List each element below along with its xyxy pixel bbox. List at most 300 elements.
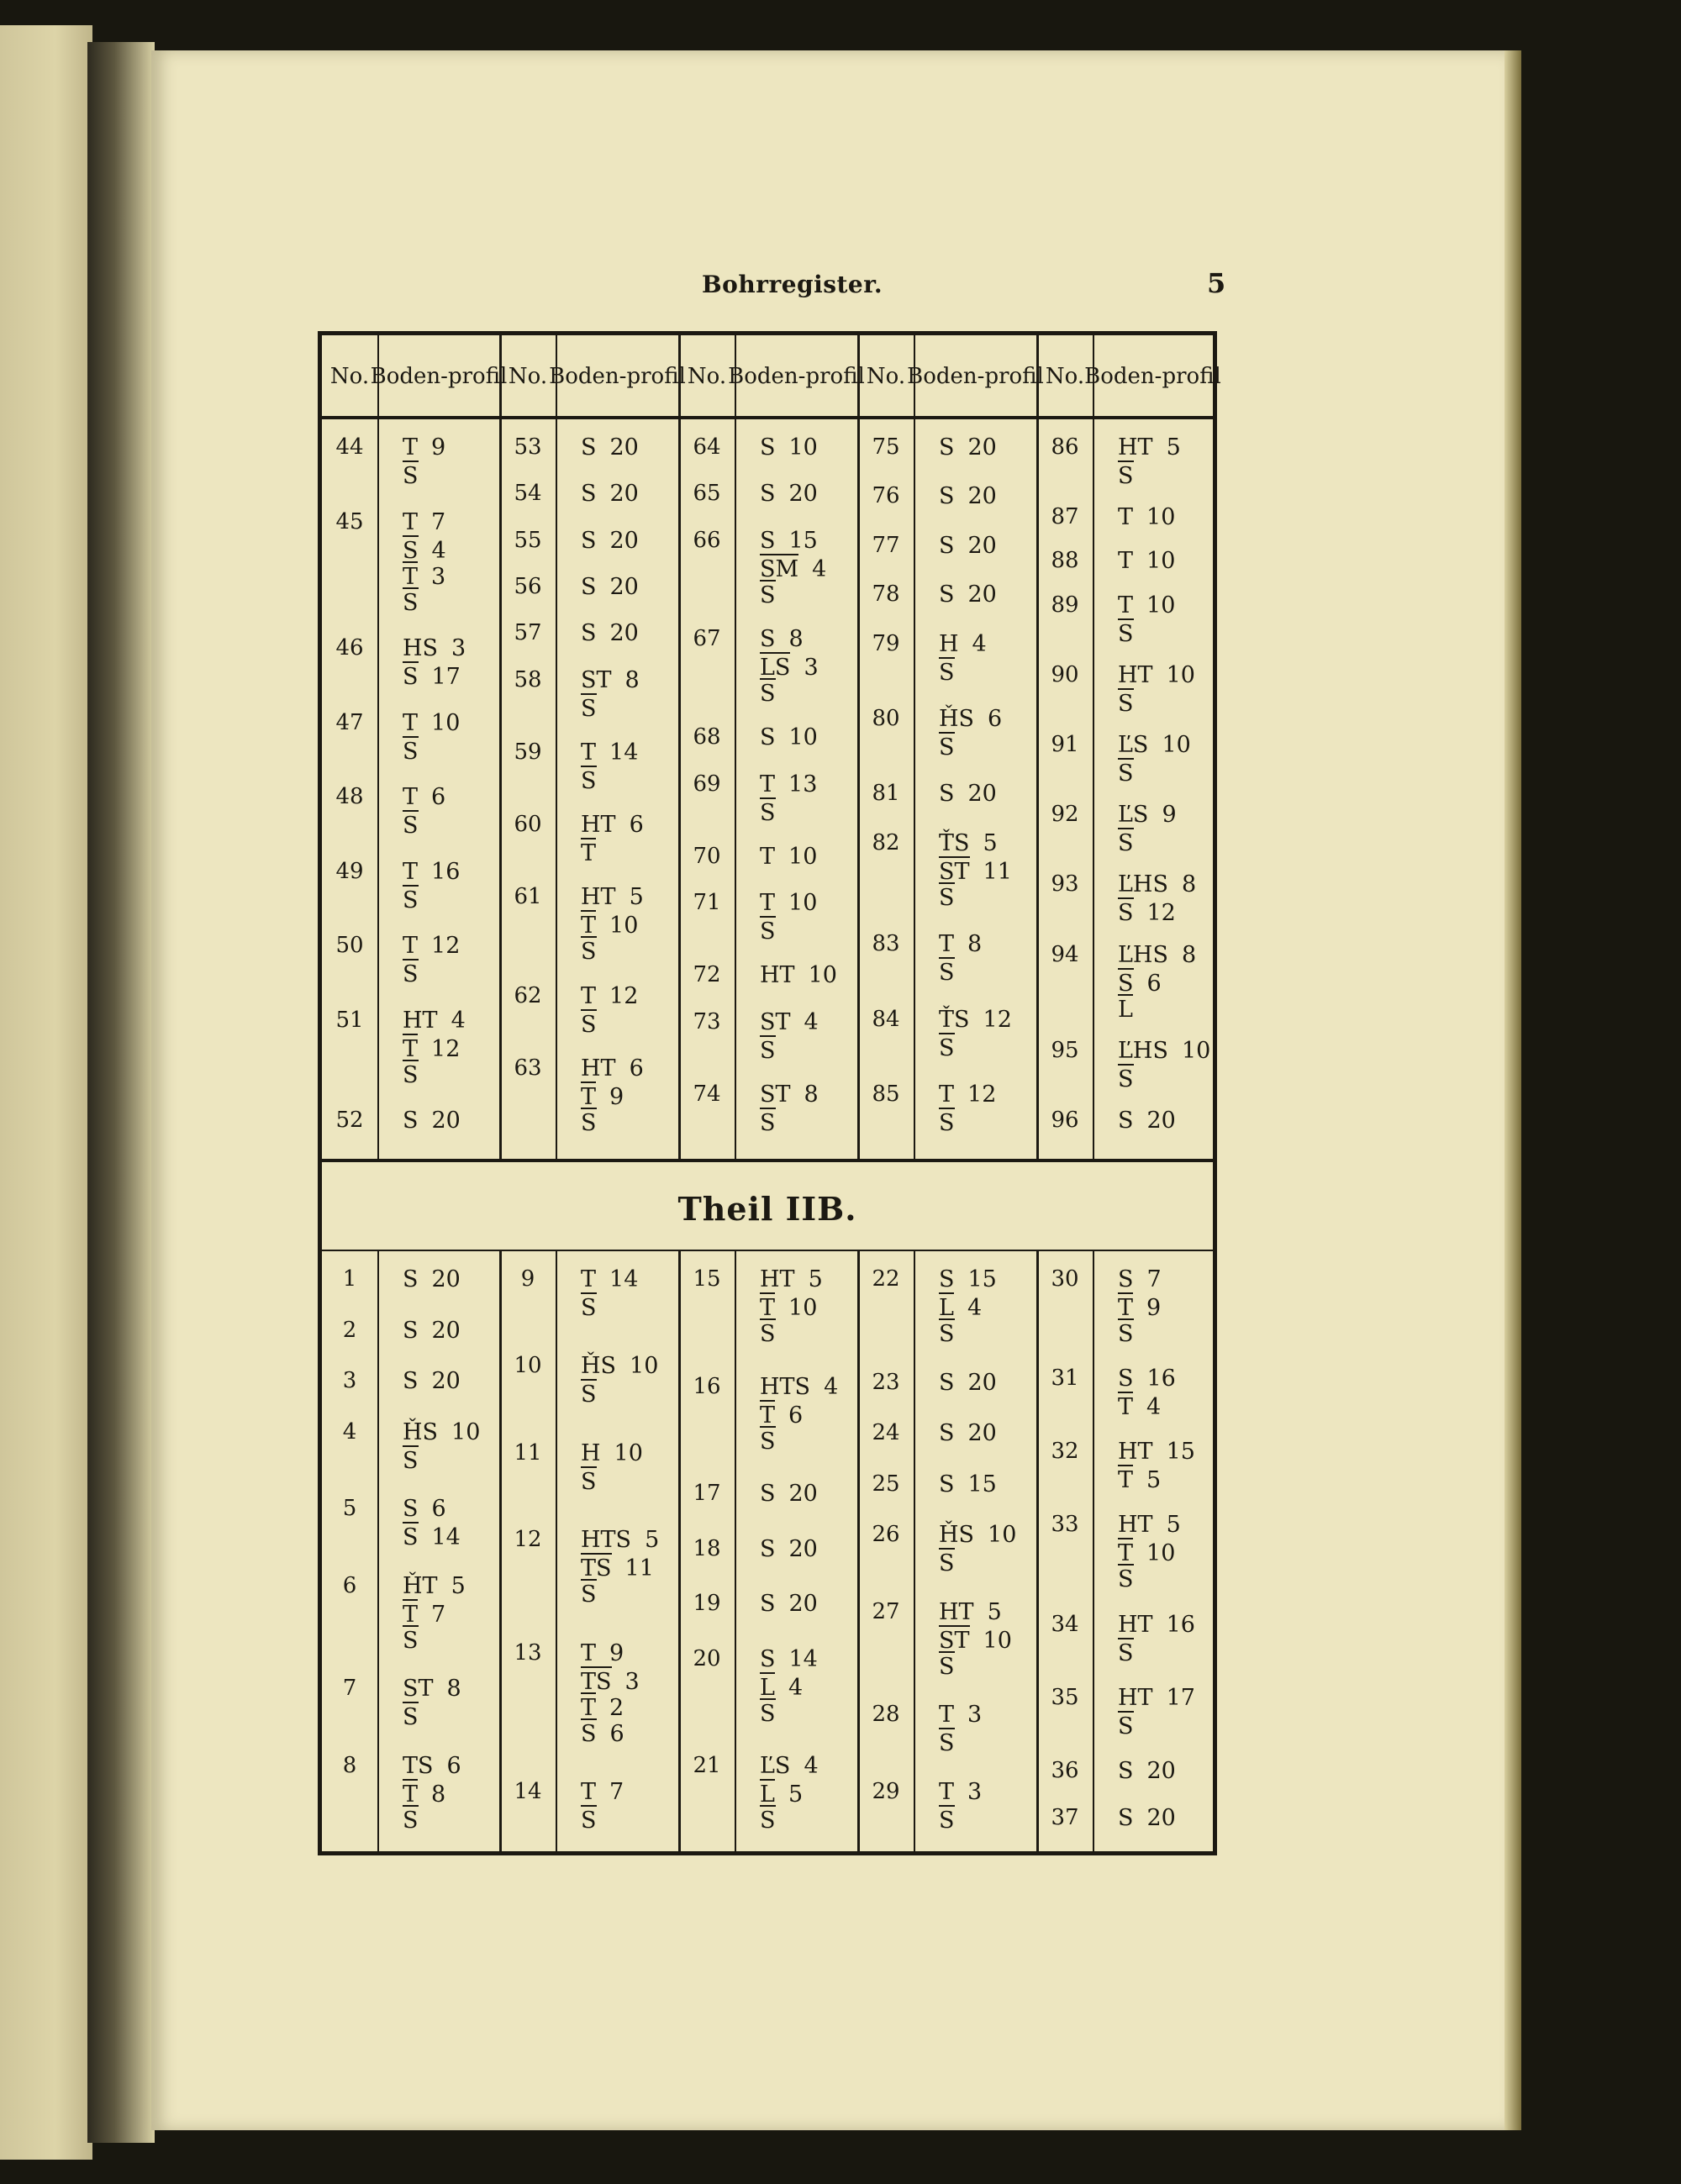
layer-depth: 6 <box>629 1055 644 1081</box>
profile-layer <box>1118 1538 1175 1566</box>
layer-depth: 14 <box>788 1645 818 1672</box>
soil-symbol: ĽS <box>760 1753 791 1779</box>
profile-layer <box>760 1108 776 1136</box>
soil-symbol: T <box>1118 1292 1133 1321</box>
soil-symbol: S <box>760 1318 776 1347</box>
profile-layer <box>939 706 1002 732</box>
boring-number: 3 <box>342 1368 357 1394</box>
profile-layer <box>760 1646 818 1672</box>
soil-symbol: T <box>760 771 776 797</box>
profile-layer <box>1118 1038 1210 1064</box>
profile-layer <box>403 736 419 765</box>
profile-layer <box>939 657 955 686</box>
profile-layer <box>403 1496 446 1522</box>
soil-symbol: S <box>1118 1318 1134 1347</box>
column-divider <box>499 335 502 1851</box>
soil-symbol: S <box>581 1466 597 1495</box>
boring-number: 10 <box>514 1353 542 1379</box>
header-profil-line: profil <box>447 364 508 389</box>
profile-layer <box>760 1672 803 1701</box>
profile-layer <box>760 481 818 507</box>
boring-number: 46 <box>335 635 364 660</box>
layer-depth: 5 <box>788 1781 804 1808</box>
layer-depth: 17 <box>1166 1684 1195 1711</box>
soil-symbol: S <box>1118 688 1134 717</box>
header-no: No. <box>1045 364 1085 389</box>
layer-depth: 10 <box>431 709 461 736</box>
boring-number: 18 <box>693 1535 721 1561</box>
layer-depth: 10 <box>1146 592 1176 618</box>
layer-depth: 4 <box>1146 1394 1162 1421</box>
profile-layer <box>403 635 466 661</box>
soil-symbol: S <box>939 1805 955 1834</box>
profile-layer <box>581 1666 640 1695</box>
soil-symbol: S <box>760 916 776 945</box>
layer-depth: 14 <box>609 1266 639 1292</box>
soil-symbol: S <box>760 434 776 460</box>
soil-symbol: S <box>939 732 955 760</box>
profile-layer <box>939 1471 997 1497</box>
boring-number: 70 <box>693 843 721 869</box>
profile-layer <box>581 434 639 460</box>
profile-layer <box>760 1779 803 1808</box>
header-profil-line: Boden- <box>370 364 448 389</box>
soil-symbol: H <box>581 1439 601 1466</box>
soil-symbol: S <box>939 483 955 510</box>
profile-layer <box>760 1035 776 1064</box>
profile-layer <box>939 1805 955 1834</box>
profile-layer <box>939 856 1012 885</box>
boring-number: 87 <box>1051 504 1079 530</box>
boring-number: 37 <box>1051 1805 1079 1830</box>
no-column-divider <box>377 1260 379 1851</box>
profile-layer <box>760 1591 818 1617</box>
profile-layer <box>939 931 982 957</box>
boring-number: 17 <box>693 1481 721 1506</box>
soil-symbol: HS <box>403 635 439 661</box>
soil-symbol: S <box>760 481 776 508</box>
layer-depth: 11 <box>983 858 1012 885</box>
layer-depth: 5 <box>451 1572 466 1599</box>
layer-depth: 10 <box>1146 548 1176 575</box>
layer-depth: 20 <box>967 1369 997 1396</box>
soil-symbol: HT <box>1118 1439 1153 1466</box>
boring-number: 86 <box>1051 434 1079 460</box>
soil-symbol: HT <box>581 884 616 911</box>
soil-symbol: T <box>1118 548 1134 575</box>
soil-symbol: ST <box>760 1008 791 1035</box>
boring-number: 96 <box>1051 1108 1079 1133</box>
profile-layer <box>760 1318 776 1347</box>
layer-depth: 6 <box>609 1720 624 1747</box>
soil-symbol: S <box>760 1481 776 1507</box>
layer-depth: 3 <box>967 1779 983 1805</box>
profile-layer <box>760 1374 838 1400</box>
profile-layer <box>760 528 818 554</box>
layer-depth: 10 <box>788 724 818 751</box>
boring-number: 32 <box>1051 1439 1079 1465</box>
layer-depth: 10 <box>630 1353 659 1380</box>
profile-layer <box>939 1033 955 1061</box>
soil-symbol: S <box>403 1108 419 1134</box>
layer-depth: 10 <box>788 843 818 870</box>
layer-depth: 5 <box>645 1527 660 1554</box>
boring-number: 48 <box>335 784 364 809</box>
profile-layer <box>403 1702 419 1730</box>
profile-layer <box>1118 968 1162 997</box>
profile-layer <box>1118 618 1134 647</box>
soil-symbol: S <box>760 1426 776 1455</box>
boring-number: 23 <box>872 1369 900 1395</box>
soil-symbol: TS <box>403 1753 434 1779</box>
boring-number: 33 <box>1051 1512 1079 1538</box>
profile-layer <box>939 483 997 509</box>
profile-layer <box>760 797 776 826</box>
layer-depth: 6 <box>629 812 644 839</box>
soil-symbol: S <box>760 625 776 652</box>
soil-symbol: ST <box>403 1676 434 1702</box>
profile-layer <box>1118 732 1191 758</box>
profile-layer <box>1118 1318 1134 1347</box>
header-profil-line: Boden- <box>549 364 627 389</box>
profile-layer <box>939 1266 997 1292</box>
profile-layer <box>939 781 997 807</box>
layer-depth: 20 <box>967 434 997 460</box>
soil-symbol: ST <box>939 1625 970 1654</box>
soil-symbol: S <box>939 1033 955 1061</box>
soil-symbol: T <box>403 1599 418 1628</box>
profile-layer <box>403 509 445 535</box>
soil-symbol: HT <box>939 1598 974 1625</box>
layer-depth: 6 <box>431 1496 446 1523</box>
profile-layer <box>939 732 955 760</box>
layer-depth: 9 <box>609 1639 624 1666</box>
soil-symbol: S <box>403 1060 419 1088</box>
boring-number: 31 <box>1051 1366 1079 1392</box>
profile-layer <box>581 1266 638 1292</box>
layer-depth: 5 <box>808 1266 823 1292</box>
boring-number: 90 <box>1051 661 1079 687</box>
soil-symbol: T <box>403 1034 418 1062</box>
boring-number: 76 <box>872 483 900 509</box>
profile-layer <box>939 1318 955 1347</box>
profile-layer <box>1118 1711 1134 1739</box>
profile-layer <box>1118 1512 1181 1538</box>
layer-depth: 2 <box>609 1694 624 1721</box>
layer-depth: 10 <box>1146 1540 1176 1567</box>
profile-layer <box>1118 504 1175 530</box>
profile-layer <box>1118 662 1195 688</box>
layer-depth: 10 <box>1166 661 1195 688</box>
boring-number: 52 <box>335 1108 364 1133</box>
soil-symbol: S <box>760 797 776 826</box>
layer-depth: 20 <box>788 481 818 508</box>
profile-layer <box>939 533 997 559</box>
layer-depth: 20 <box>967 1420 997 1447</box>
layer-depth: 8 <box>431 1781 446 1808</box>
layer-depth: 4 <box>824 1373 839 1400</box>
soil-symbol: S <box>403 810 419 839</box>
soil-symbol: S <box>939 1651 955 1680</box>
boring-number: 12 <box>514 1527 542 1553</box>
soil-symbol: S <box>403 1625 419 1654</box>
profile-layer <box>939 1370 997 1396</box>
boring-number: 35 <box>1051 1684 1079 1710</box>
boring-number: 75 <box>872 434 900 460</box>
soil-symbol: S <box>581 1379 597 1408</box>
soil-symbol: T <box>581 1779 597 1805</box>
soil-symbol: S <box>1118 1805 1134 1831</box>
layer-depth: 20 <box>788 1535 818 1562</box>
profile-layer <box>581 1379 597 1408</box>
boring-number: 56 <box>514 573 542 599</box>
soil-symbol: S <box>403 535 419 564</box>
soil-symbol: S <box>403 1522 419 1550</box>
layer-depth: 12 <box>431 1035 461 1062</box>
soil-symbol: S <box>760 1035 776 1064</box>
profile-layer <box>760 916 776 945</box>
layer-depth: 12 <box>1146 900 1176 927</box>
boring-number: 78 <box>872 582 900 608</box>
soil-symbol: S <box>1118 758 1134 787</box>
layer-depth: 6 <box>788 1402 804 1429</box>
profile-layer <box>581 1292 597 1321</box>
soil-symbol: S <box>1118 1638 1134 1666</box>
soil-symbol: S <box>581 1108 597 1136</box>
layer-depth: 20 <box>431 1266 461 1292</box>
layer-depth: 6 <box>446 1753 461 1779</box>
layer-depth: 20 <box>609 527 639 554</box>
profile-layer <box>939 1420 997 1446</box>
profile-layer <box>581 1081 624 1110</box>
soil-symbol: S <box>939 1318 955 1347</box>
soil-symbol: S <box>581 936 597 965</box>
profile-layer <box>403 1522 461 1550</box>
boring-number: 93 <box>1051 871 1079 897</box>
soil-symbol: S <box>939 582 955 608</box>
soil-symbol: T <box>581 1081 596 1110</box>
soil-symbol: S <box>1118 897 1134 926</box>
boring-number: 69 <box>693 771 721 797</box>
boring-number: 62 <box>514 982 542 1008</box>
soil-symbol: S <box>939 657 955 686</box>
soil-symbol: ST <box>760 1081 791 1108</box>
soil-symbol: S <box>939 1471 955 1497</box>
soil-symbol: S <box>581 693 597 722</box>
profile-layer <box>1118 828 1134 856</box>
profile-layer <box>581 884 644 910</box>
soil-symbol: ȞS <box>939 706 975 732</box>
layer-depth: 10 <box>808 962 837 989</box>
boring-number: 25 <box>872 1471 900 1497</box>
soil-symbol: S <box>403 1702 419 1730</box>
soil-symbol: S <box>939 882 955 911</box>
soil-symbol: S <box>939 1266 955 1292</box>
soil-symbol: S <box>403 1317 419 1344</box>
soil-symbol: S <box>760 724 776 751</box>
layer-depth: 10 <box>451 1418 481 1445</box>
soil-symbol: TS <box>581 1553 612 1581</box>
soil-symbol: ĽHS <box>1118 941 1168 968</box>
boring-number: 30 <box>1051 1266 1079 1292</box>
soil-symbol: S <box>403 460 419 489</box>
boring-number: 60 <box>514 812 542 838</box>
layer-depth: 15 <box>1166 1439 1195 1466</box>
boring-number: 34 <box>1051 1611 1079 1637</box>
profile-layer <box>403 561 445 590</box>
profile-layer <box>403 885 419 913</box>
soil-symbol: S <box>403 1445 419 1474</box>
profile-layer <box>403 535 446 564</box>
layer-depth: 8 <box>804 1081 819 1108</box>
boring-number: 81 <box>872 781 900 807</box>
soil-symbol: T <box>403 933 419 959</box>
soil-symbol: S <box>581 766 597 794</box>
layer-depth: 15 <box>967 1471 997 1497</box>
layer-depth: 12 <box>431 933 461 959</box>
soil-symbol: T <box>403 858 419 885</box>
soil-symbol: S <box>1118 1108 1134 1134</box>
profile-layer <box>403 959 419 987</box>
book-gutter <box>87 42 155 2143</box>
soil-symbol: S <box>760 1535 776 1562</box>
profile-layer <box>1118 1805 1176 1831</box>
boring-number: 55 <box>514 527 542 553</box>
soil-symbol: S <box>760 580 776 608</box>
soil-symbol: HTS <box>581 1527 632 1554</box>
layer-depth: 3 <box>451 635 466 661</box>
boring-number: 7 <box>342 1676 357 1702</box>
profile-layer <box>760 844 817 870</box>
profile-layer <box>939 1522 1016 1548</box>
soil-symbol: T <box>403 561 418 590</box>
profile-layer <box>403 587 419 616</box>
soil-symbol: ĽS <box>1118 802 1149 829</box>
profile-layer <box>760 1292 817 1321</box>
profile-layer <box>403 1625 419 1654</box>
profile-layer <box>1118 1564 1134 1592</box>
soil-symbol: T <box>939 931 955 958</box>
profile-layer <box>403 1753 461 1779</box>
soil-symbol: T <box>581 1692 596 1721</box>
soil-symbol: ĽHS <box>1118 871 1168 898</box>
layer-depth: 20 <box>431 1108 461 1134</box>
boring-number: 15 <box>693 1266 721 1292</box>
profile-layer <box>403 1008 466 1034</box>
boring-number: 92 <box>1051 802 1079 828</box>
soil-symbol: ŤS <box>939 829 970 856</box>
boring-number: 14 <box>514 1779 542 1804</box>
soil-symbol: ĽHS <box>1118 1037 1168 1064</box>
profile-layer <box>581 574 639 600</box>
layer-depth: 10 <box>788 890 818 917</box>
header-bodenprofil <box>907 335 1044 418</box>
soil-symbol: S <box>581 620 597 647</box>
layer-depth: 3 <box>967 1702 983 1729</box>
soil-symbol: S <box>581 573 597 600</box>
soil-symbol: T <box>581 1639 597 1666</box>
boring-number: 22 <box>872 1266 900 1292</box>
profile-layer <box>939 631 987 657</box>
boring-number: 83 <box>872 931 900 957</box>
heading-bottom-rule <box>322 1250 1213 1251</box>
header-bodenprofil <box>370 335 508 418</box>
boring-number: 49 <box>335 858 364 884</box>
profile-layer <box>1118 1392 1161 1420</box>
soil-symbol: T <box>1118 1392 1133 1420</box>
boring-number: 16 <box>693 1373 721 1399</box>
layer-depth: 15 <box>788 527 818 554</box>
soil-symbol: S <box>581 1009 597 1038</box>
profile-layer <box>760 1400 803 1429</box>
boring-number: 54 <box>514 481 542 507</box>
layer-depth: 3 <box>431 563 446 590</box>
soil-symbol: T <box>403 434 419 460</box>
profile-layer <box>1118 688 1134 717</box>
profile-layer <box>939 1702 982 1728</box>
layer-depth: 8 <box>788 625 804 652</box>
layer-depth: 10 <box>988 1522 1017 1549</box>
soil-symbol: S <box>1118 968 1134 997</box>
profile-layer <box>1118 1685 1195 1711</box>
header-profil-line: profil <box>805 364 865 389</box>
soil-symbol: S <box>1118 1757 1134 1784</box>
boring-number: 59 <box>514 739 542 765</box>
soil-symbol: S <box>939 1108 955 1136</box>
profile-layer <box>403 810 419 839</box>
boring-number: 47 <box>335 709 364 735</box>
profile-layer <box>760 678 776 707</box>
boring-number: 84 <box>872 1006 900 1032</box>
layer-depth: 3 <box>804 654 819 681</box>
profile-layer <box>581 1440 643 1466</box>
soil-symbol: T <box>760 1400 775 1429</box>
boring-number: 80 <box>872 706 900 731</box>
layer-depth: 20 <box>967 532 997 559</box>
soil-symbol: ĽS <box>1118 732 1149 758</box>
header-profil-line: Boden- <box>728 364 806 389</box>
soil-symbol: T <box>760 890 776 917</box>
boring-number: 51 <box>335 1007 364 1033</box>
profile-layer <box>403 1676 461 1702</box>
layer-depth: 16 <box>1166 1611 1195 1638</box>
profile-layer <box>403 710 460 736</box>
layer-depth: 20 <box>1146 1757 1176 1784</box>
header-bodenprofil <box>1084 335 1221 418</box>
profile-layer <box>760 771 817 797</box>
layer-depth: 10 <box>614 1439 643 1466</box>
profile-layer <box>581 910 638 939</box>
layer-depth: 20 <box>609 434 639 460</box>
profile-layer <box>403 1368 461 1394</box>
layer-depth: 20 <box>609 573 639 600</box>
layer-depth: 6 <box>431 784 446 810</box>
profile-layer <box>1118 434 1181 460</box>
profile-layer <box>403 1034 460 1062</box>
profile-layer <box>1118 592 1175 618</box>
profile-layer <box>760 434 818 460</box>
profile-layer <box>939 1651 955 1680</box>
soil-symbol: S <box>581 1292 597 1321</box>
boring-number: 53 <box>514 434 542 460</box>
profile-layer <box>1118 942 1196 968</box>
boring-number: 9 <box>520 1266 535 1292</box>
header-bodenprofil <box>728 335 865 418</box>
profile-layer <box>403 1573 466 1599</box>
profile-layer <box>1118 1638 1134 1666</box>
profile-layer <box>581 693 597 722</box>
profile-layer <box>760 1081 819 1108</box>
